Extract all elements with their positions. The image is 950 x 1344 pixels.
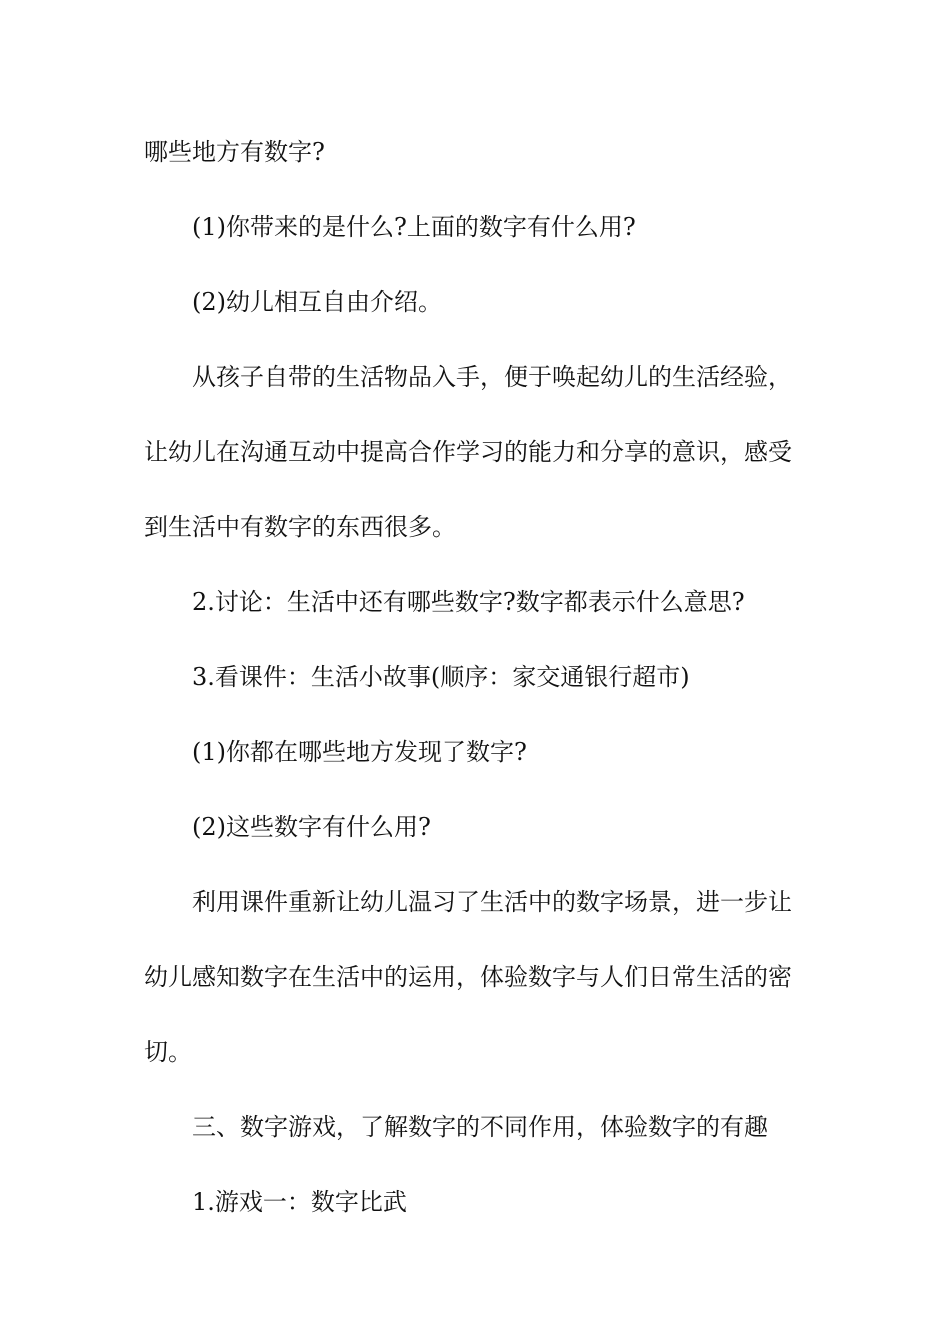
- text-line-discussion: 2.讨论：生活中还有哪些数字?数字都表示什么意思?: [192, 588, 745, 616]
- text-line-paragraph-2: 切。: [144, 1038, 192, 1066]
- text-line-paragraph-1: 让幼儿在沟通互动中提高合作学习的能力和分享的意识，感受: [144, 438, 792, 466]
- text-line-paragraph-1: 从孩子自带的生活物品入手，便于唤起幼儿的生活经验，: [192, 363, 792, 391]
- text-line-courseware: 3.看课件：生活小故事(顺序：家交通银行超市): [192, 663, 690, 691]
- text-line-paragraph-2: 利用课件重新让幼儿温习了生活中的数字场景，进一步让: [192, 888, 792, 916]
- text-line-question-1: (1)你带来的是什么?上面的数字有什么用?: [192, 213, 636, 241]
- text-line-continuation: 哪些地方有数字?: [144, 138, 325, 166]
- section-heading: 三、数字游戏，了解数字的不同作用，体验数字的有趣: [192, 1113, 768, 1141]
- text-line-paragraph-1: 到生活中有数字的东西很多。: [144, 513, 456, 541]
- text-line-question-2: (2)这些数字有什么用?: [192, 813, 431, 841]
- text-line-question-1: (1)你都在哪些地方发现了数字?: [192, 738, 527, 766]
- text-line-game-title: 1.游戏一：数字比武: [192, 1188, 407, 1216]
- text-line-paragraph-2: 幼儿感知数字在生活中的运用，体验数字与人们日常生活的密: [144, 963, 792, 991]
- text-line-question-2: (2)幼儿相互自由介绍。: [192, 288, 442, 316]
